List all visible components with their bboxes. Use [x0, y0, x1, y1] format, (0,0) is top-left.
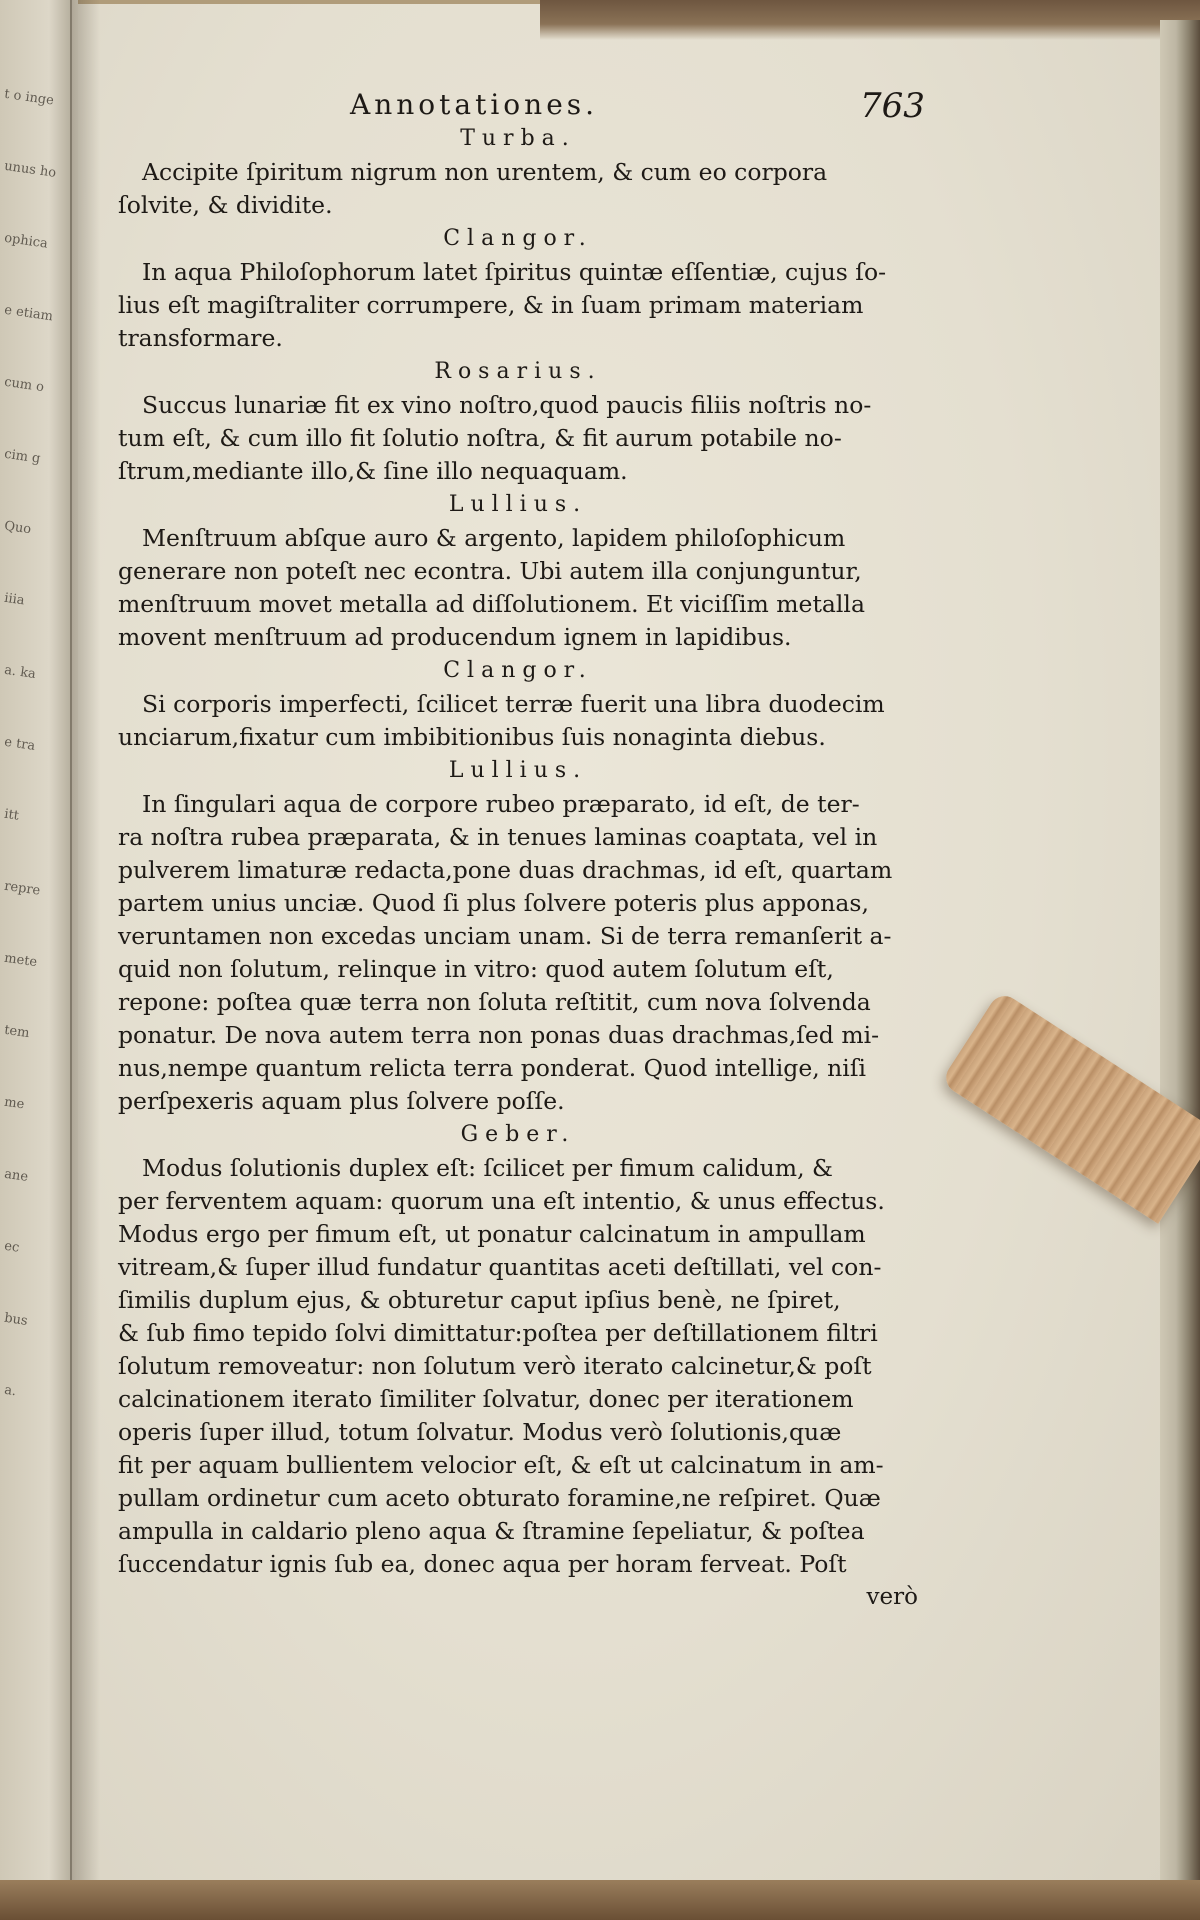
section-paragraph [118, 788, 918, 1118]
text-line: Accipite ſpiritum nigrum non urentem, & cum eo corpora [142, 158, 828, 186]
left-page-fragment: tem [3, 1022, 31, 1042]
text-line: ſimilis duplum ejus, & obturetur caput ipſius benè, ne ſpiret, [118, 1286, 841, 1314]
left-page-fragment: ane [3, 1166, 30, 1185]
text-line: unciarum,fixatur cum imbibitionibus ſuis nonaginta diebus. [118, 723, 826, 751]
text-line: Menſtruum abſque auro & argento, lapidem philoſophicum [142, 524, 846, 552]
section-paragraph [118, 389, 918, 488]
text-line: quid non ſolutum, relinque in vitro: quod autem ſolutum eſt, [118, 955, 834, 983]
text-line: In aqua Philoſophorum latet ſpiritus quintæ eſſentiæ, cujus ſo- [142, 258, 887, 286]
text-line: ponatur. De nova autem terra non ponas duas drachmas,ſed mi- [118, 1021, 880, 1049]
catchword: verò [866, 1584, 918, 1610]
spine-shadow [70, 0, 100, 1885]
section-heading: Clangor. [443, 226, 593, 251]
section-paragraph [118, 688, 918, 754]
text-line: ſolutum removeatur: non ſolutum verò iterato calcinetur,& poſt [118, 1352, 872, 1380]
section-heading: Rosarius. [434, 359, 602, 384]
text-line: ampulla in caldario pleno aqua & ſtramine ſepeliatur, & poſtea [118, 1517, 865, 1545]
text-line: ſtrum,mediante illo,& ſine illo nequaquam. [118, 457, 628, 485]
text-line: ſuccendatur ignis ſub ea, donec aqua per horam ferveat. Poſt [118, 1550, 847, 1578]
text-line: fit per aquam bullientem velocior eſt, & eſt ut calcinatum in am- [118, 1451, 884, 1479]
text-line: nus,nempe quantum relicta terra ponderat. Quod intellige, niſi [118, 1054, 867, 1082]
bottom-page-edge [0, 1880, 1200, 1920]
text-line: partem unius unciæ. Quod ſi plus ſolvere poteris plus apponas, [118, 889, 869, 917]
section-heading: Geber. [460, 1122, 576, 1147]
text-line: & ſub fimo tepido ſolvi dimittatur:poſtea per deſtillationem filtri [118, 1319, 878, 1347]
left-page-fragment: a. [3, 1382, 18, 1400]
text-line: operis ſuper illud, totum ſolvatur. Modus verò ſolutionis,quæ [118, 1418, 842, 1446]
text-line: veruntamen non excedas unciam unam. Si de terra remanſerit a- [118, 922, 892, 950]
section-heading: Lullius. [448, 492, 588, 517]
text-line: ſolvite, & dividite. [118, 191, 333, 219]
left-page-fragment: unus ho [3, 158, 58, 181]
left-page-fragment: ec [3, 1238, 21, 1256]
running-head: Annotationes. [350, 88, 599, 121]
left-page-fragment: cum o [3, 374, 45, 396]
page-text [118, 122, 918, 1614]
text-line: generare non poteſt nec econtra. Ubi autem illa conjunguntur, [118, 557, 862, 585]
right-page-edge [1160, 20, 1200, 1900]
section-paragraph [118, 1152, 918, 1581]
top-page-edge [540, 0, 1200, 40]
text-line: per ferventem aquam: quorum una eſt intentio, & unus effectus. [118, 1187, 885, 1215]
text-line: transformare. [118, 324, 283, 352]
text-line: movent menſtruum ad producendum ignem in lapidibus. [118, 623, 792, 651]
page-number: 763 [860, 86, 925, 126]
left-page-fragment: ophica [3, 230, 49, 252]
left-page-fragment: cim g [3, 446, 42, 467]
text-line: repone: poſtea quæ terra non ſoluta reſtitit, cum nova ſolvenda [118, 988, 871, 1016]
left-page-edge [0, 0, 72, 1880]
left-page-fragment: e etiam [3, 302, 54, 325]
text-line: In ſingulari aqua de corpore rubeo præparato, id eſt, de ter- [142, 790, 860, 818]
left-page-fragment: Quo [3, 518, 33, 538]
text-line: Si corporis imperfecti, ſcilicet terræ fuerit una libra duodecim [142, 690, 885, 718]
left-page-fragment: mete [3, 950, 39, 971]
section-paragraph [118, 522, 918, 654]
text-line: ra noſtra rubea præparata, & in tenues laminas coaptata, vel in [118, 823, 878, 851]
left-page-fragment: repre [3, 878, 42, 899]
section-heading: Turba. [460, 126, 576, 151]
left-page-fragment: e tra [3, 734, 37, 754]
text-line: menſtruum movet metalla ad diſſolutionem. Et viciſſim metalla [118, 590, 865, 618]
left-page-fragment: itt [3, 806, 20, 824]
left-page-fragment: iiia [3, 590, 26, 609]
section-heading: Clangor. [443, 658, 593, 683]
left-page-fragment: a. ka [3, 662, 37, 683]
left-page-fragment: bus [3, 1310, 29, 1329]
text-line: pullam ordinetur cum aceto obturato foramine,ne reſpiret. Quæ [118, 1484, 881, 1512]
text-line: pulverem limaturæ redacta,pone duas drachmas, id eſt, quartam [118, 856, 893, 884]
section-paragraph [118, 156, 918, 222]
text-line: Modus ergo per fimum eſt, ut ponatur calcinatum in ampullam [118, 1220, 866, 1248]
left-page-fragment: me [3, 1094, 26, 1113]
section-paragraph [118, 256, 918, 355]
text-line: calcinationem iterato ſimiliter ſolvatur, donec per iterationem [118, 1385, 854, 1413]
text-line: tum eſt, & cum illo fit ſolutio noſtra, & fit aurum potabile no- [118, 424, 842, 452]
text-line: Modus ſolutionis duplex eſt: ſcilicet per fimum calidum, & [142, 1154, 833, 1182]
text-line: perſpexeris aquam plus ſolvere poſſe. [118, 1087, 565, 1115]
section-heading: Lullius. [448, 758, 588, 783]
text-line: Succus lunariæ fit ex vino noſtro,quod paucis filiis noſtris no- [142, 391, 872, 419]
left-page-fragment: t o inge [3, 86, 55, 109]
text-line: lius eſt magiſtraliter corrumpere, & in ſuam primam materiam [118, 291, 864, 319]
text-line: vitream,& ſuper illud fundatur quantitas aceti deſtillati, vel con- [118, 1253, 882, 1281]
